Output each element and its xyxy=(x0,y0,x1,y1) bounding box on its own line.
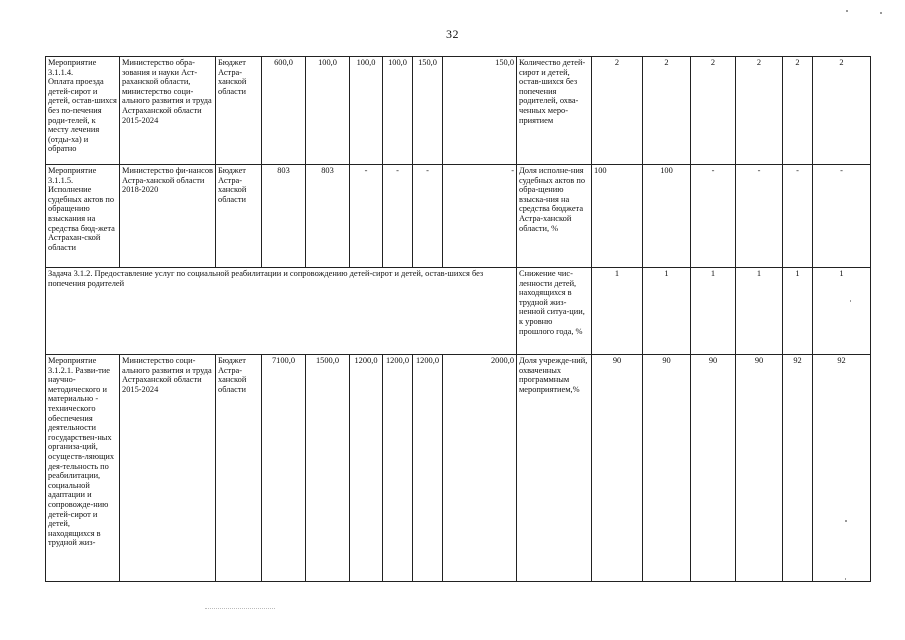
indicator-cell: Снижение чис-ленности детей, находящихся в трудной жиз-ненной ситуа-ции, к уровню прошлого года, % xyxy=(517,268,592,355)
activity-cell: Мероприятие 3.1.1.5. Исполнение судебных актов по обращению взыскания на средства бюд-жета Астрахан-ской области xyxy=(46,165,120,268)
activity-cell: Мероприятие 3.1.2.1. Разви-тие научно-методического и материально - технического обеспечения деятельности государствен-ных организа-ций, осуществ-ляющих дея-тельность по реабилитации, социальной адаптации и сопровожде-нию детей-сирот и детей, находящихся в трудной жиз- xyxy=(46,355,120,582)
year-value-cell: 150,0 xyxy=(413,57,443,165)
task-cell: Задача 3.1.2. Предоставление услуг по социальной реабилитации и сопровождению детей-сирот и детей, остав-шихся без попечения родителей xyxy=(46,268,517,355)
year-value-cell: 2000,0 xyxy=(443,355,517,582)
indicator-value-cell: 1 xyxy=(813,268,871,355)
indicator-cell: Количество детей-сирот и детей, остав-шихся без попечения родителей, охва-ченных меро-приятием xyxy=(517,57,592,165)
indicator-value-cell: - xyxy=(691,165,736,268)
indicator-cell: Доля учрежде-ний, охваченных программным мероприятием,% xyxy=(517,355,592,582)
indicator-value-cell: 90 xyxy=(592,355,643,582)
year-value-cell: 1200,0 xyxy=(350,355,383,582)
year-value-cell: 1500,0 xyxy=(306,355,350,582)
executor-cell: Министерство фи-нансов Астра-ханской области 2018-2020 xyxy=(120,165,216,268)
indicator-value-cell: 1 xyxy=(592,268,643,355)
indicator-value-cell: 92 xyxy=(783,355,813,582)
total-cell: 803 xyxy=(262,165,306,268)
table-row xyxy=(46,268,871,355)
indicator-value-cell: 2 xyxy=(813,57,871,165)
funding-source-cell: Бюджет Астра-ханской области xyxy=(216,355,262,582)
executor-cell: Министерство обра-зования и науки Аст-раханской области, министерство соци-ального развития и труда Астраханской области 2015-2024 xyxy=(120,57,216,165)
year-value-cell: - xyxy=(443,165,517,268)
year-value-cell: 100,0 xyxy=(306,57,350,165)
indicator-value-cell: 1 xyxy=(691,268,736,355)
indicator-value-cell: 1 xyxy=(736,268,783,355)
indicator-value-cell: - xyxy=(813,165,871,268)
table-row xyxy=(46,57,871,165)
scan-speck xyxy=(880,12,882,14)
indicator-value-cell: 2 xyxy=(783,57,813,165)
indicator-value-cell: 90 xyxy=(736,355,783,582)
indicator-value-cell: 90 xyxy=(691,355,736,582)
year-value-cell: - xyxy=(350,165,383,268)
total-cell: 7100,0 xyxy=(262,355,306,582)
indicator-value-cell: 100 xyxy=(643,165,691,268)
year-value-cell: 100,0 xyxy=(383,57,413,165)
indicator-value-cell: 2 xyxy=(691,57,736,165)
indicator-value-cell: 2 xyxy=(643,57,691,165)
scan-noise xyxy=(205,608,275,610)
indicator-value-cell: 1 xyxy=(643,268,691,355)
funding-source-cell: Бюджет Астра-ханской области xyxy=(216,165,262,268)
indicator-value-cell: 92 xyxy=(813,355,871,582)
year-value-cell: - xyxy=(413,165,443,268)
indicator-value-cell: - xyxy=(783,165,813,268)
table-row xyxy=(46,355,871,582)
year-value-cell: - xyxy=(383,165,413,268)
year-value-cell: 1200,0 xyxy=(413,355,443,582)
year-value-cell: 100,0 xyxy=(350,57,383,165)
indicator-value-cell: 1 xyxy=(783,268,813,355)
indicator-value-cell: 100 xyxy=(592,165,643,268)
scan-speck xyxy=(846,10,848,12)
year-value-cell: 803 xyxy=(306,165,350,268)
page-number: 32 xyxy=(446,27,459,41)
activity-cell: Мероприятие 3.1.1.4. Оплата проезда детей-сирот и детей, остав-шихся без по-печения роди-телей, к месту лечения (отды-ха) и обратно xyxy=(46,57,120,165)
funding-source-cell: Бюджет Астра-ханской области xyxy=(216,57,262,165)
indicator-cell: Доля исполне-ния судебных актов по обра-щению взыска-ния на средства бюджета Астра-ханской области, % xyxy=(517,165,592,268)
indicator-value-cell: 2 xyxy=(736,57,783,165)
total-cell: 600,0 xyxy=(262,57,306,165)
program-table xyxy=(45,56,871,582)
indicator-value-cell: 90 xyxy=(643,355,691,582)
executor-cell: Министерство соци-ального развития и труда Астраханской области 2015-2024 xyxy=(120,355,216,582)
table-row xyxy=(46,165,871,268)
indicator-value-cell: 2 xyxy=(592,57,643,165)
indicator-value-cell: - xyxy=(736,165,783,268)
year-value-cell: 1200,0 xyxy=(383,355,413,582)
year-value-cell: 150,0 xyxy=(443,57,517,165)
